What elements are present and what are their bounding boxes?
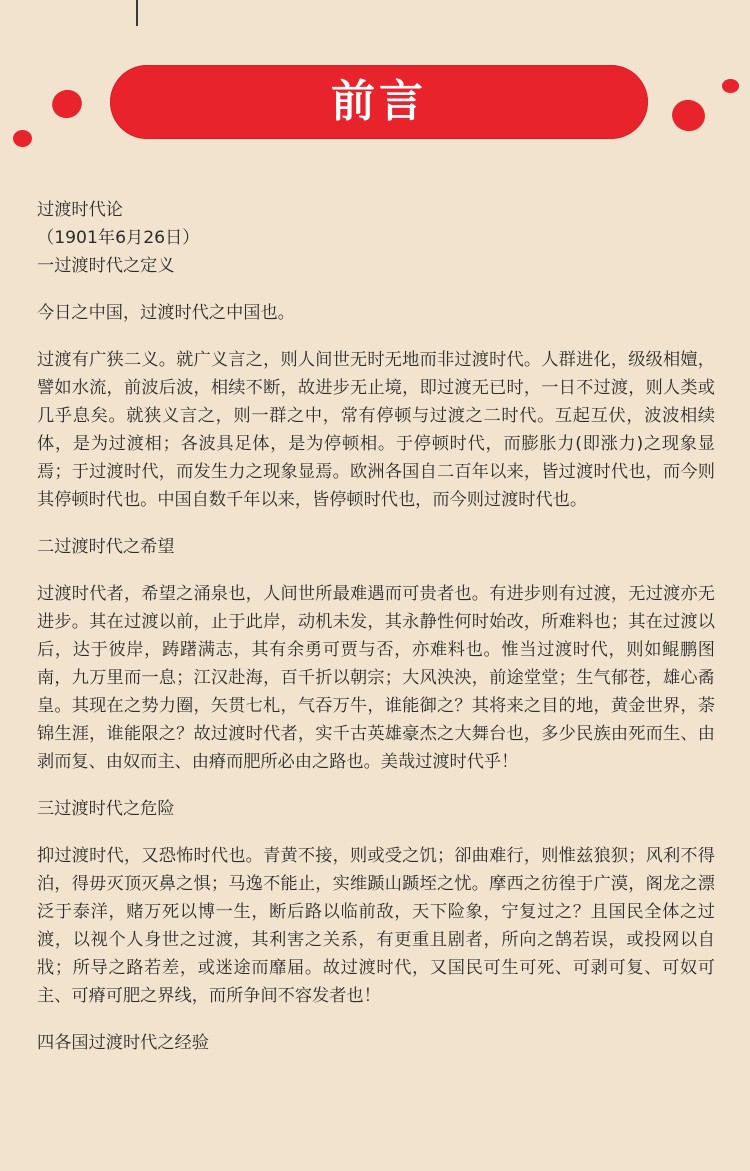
paragraph: 过渡有广狭二义。就广义言之，则人间世无时无地而非过渡时代。人群进化，级级相嬗，譬如水流，前波后波，相续不断，故进步无止境，即过渡无已时，一日不过渡，则人类或几乎息矣。就狭义言之，则一群之中，常有停顿与过渡之二时代。互起互伏，波波相续体，是为过渡相；各波具足体，是为停顿相。于停顿时代，而膨胀力(即涨力)之现象显焉；于过渡时代，而发生力之现象显焉。欧洲各国自二百年以来，皆过渡时代也，而今则其停顿时代也。中国自数千年以来，皆停顿时代也，而今则过渡时代也。 — [37, 350, 715, 510]
decorative-red-dot — [669, 96, 709, 134]
banner-title: 前言 — [331, 76, 427, 127]
decorative-red-dot — [722, 79, 739, 93]
paragraph: 过渡时代者，希望之涌泉也，人间世所最难遇而可贵者也。有进步则有过渡，无过渡亦无进步。其在过渡以前，止于此岸，动机未发，其永静性何时始改，所难料也；其在过渡以后，达于彼岸，踌躇满志，其有余勇可贾与否，亦难料也。惟当过渡时代，则如鲲鹏图南，九万里而一息；江汉赴海，百千折以朝宗；大风泱泱，前途堂堂；生气郁苍，雄心矞皇。其现在之势力圈，矢贯七札，气吞万牛，谁能御之？其将来之目的地，黄金世界，荼锦生涯，谁能限之？故过渡时代者，实千古英雄豪杰之大舞台也，多少民族由死而生、由剥而复、由奴而主、由瘠而肥所必由之路也。美哉过渡时代乎！ — [37, 584, 715, 772]
section-heading: 一过渡时代之定义 — [37, 256, 175, 276]
section-heading: 四各国过渡时代之经验 — [37, 1033, 209, 1053]
paragraph: 今日之中国，过渡时代之中国也。 — [37, 303, 295, 323]
section-heading: 三过渡时代之危险 — [37, 799, 175, 819]
decorative-red-dot — [48, 86, 86, 123]
preface-banner — [110, 65, 648, 139]
article-body — [37, 196, 715, 1057]
decorative-red-dot — [13, 130, 32, 147]
article-title: 过渡时代论 — [37, 200, 123, 220]
article-date: （1901年6月26日） — [37, 228, 200, 248]
top-divider-line — [136, 0, 138, 26]
section-heading: 二过渡时代之希望 — [37, 537, 175, 557]
paragraph: 抑过渡时代，又恐怖时代也。青黄不接，则或受之饥；卻曲难行，则惟兹狼狈；风利不得泊，得毋灭顶灭鼻之惧；马逸不能止，实维踬山踬垤之忧。摩西之彷徨于广漠，阁龙之漂泛于泰洋，赌万死以博一生，断后路以临前敌，天下险象，宁复过之？且国民全体之过渡，以视个人身世之过渡，其利害之关系，有更重且剧者，所向之鹄若误，或投网以自戕；所导之路若差，或迷途而靡届。故过渡时代，又国民可生可死、可剥可复、可奴可主、可瘠可肥之界线，而所争间不容发者也！ — [37, 846, 715, 1006]
